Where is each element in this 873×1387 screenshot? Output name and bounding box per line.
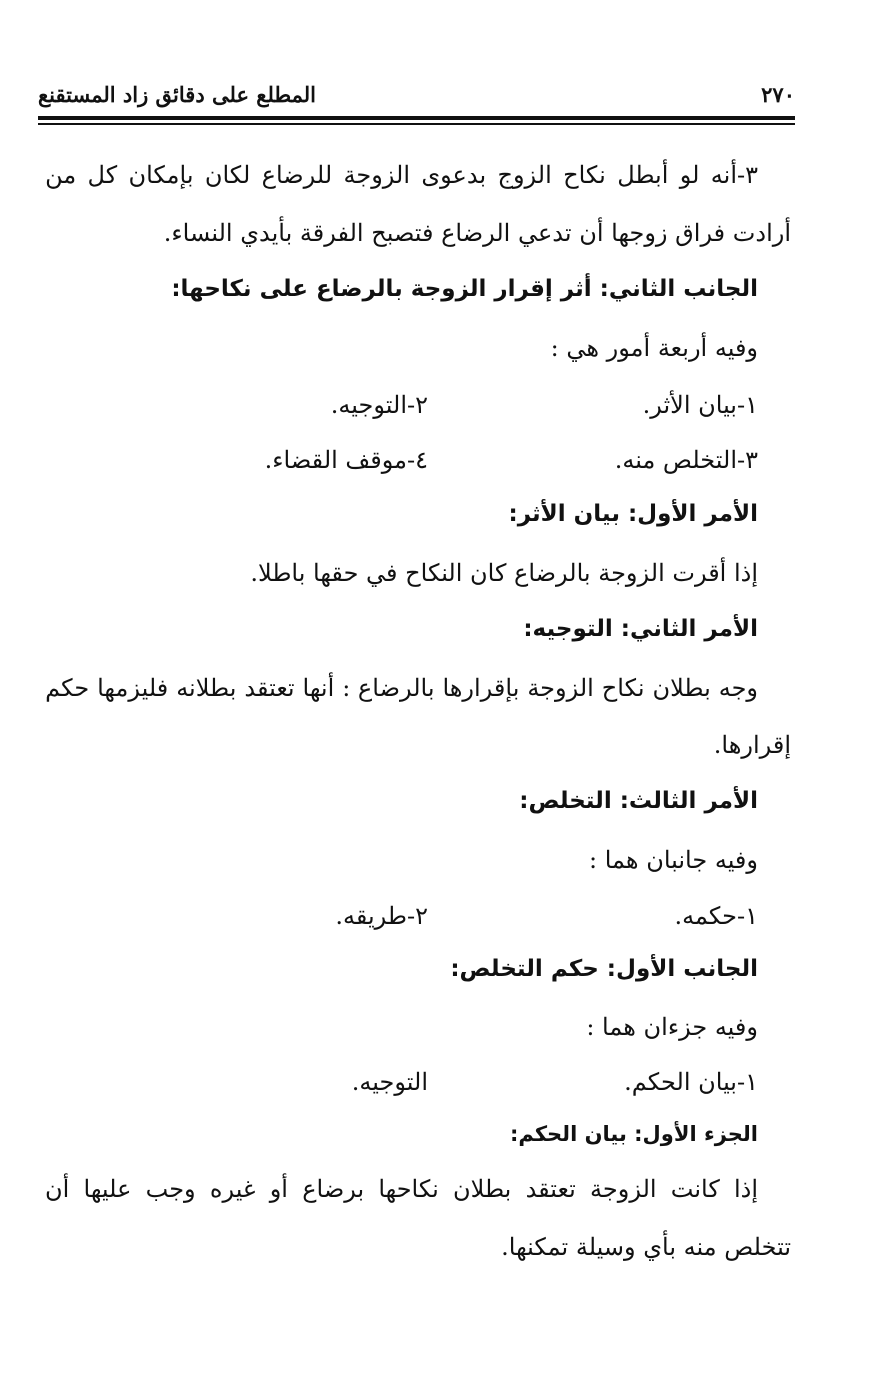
word: للرضاع — [261, 161, 333, 189]
word: إذا — [733, 1175, 758, 1203]
page-number: ٢٧٠ — [761, 82, 795, 107]
paragraph-3-line-1 — [45, 1177, 758, 1201]
intro-four-matters: وفيه أربعة أمور هي : — [550, 334, 758, 362]
word: نكاحها — [378, 1175, 439, 1203]
word: لو — [679, 161, 700, 189]
word: فليزمها — [97, 674, 169, 702]
word: أبطل — [617, 161, 669, 189]
word: بطلان — [453, 1175, 512, 1203]
intro-two-parts: وفيه جزءان هما : — [586, 1013, 758, 1041]
list-item: ٢-طريقه. — [335, 902, 428, 930]
word: كل — [87, 161, 118, 189]
list-item: ١-حكمه. — [674, 902, 758, 930]
header-rule-thick — [38, 116, 795, 120]
heading-matter-3: الأمر الثالث: التخلص: — [519, 788, 758, 814]
word: أن — [45, 1175, 70, 1203]
word: لكان — [204, 161, 251, 189]
paragraph-1-line-2: أرادت فراق زوجها أن تدعي الرضاع فتصبح الفرقة بأيدي النساء. — [163, 219, 791, 247]
page-header — [38, 82, 795, 110]
paragraph-2-line-1 — [45, 676, 758, 700]
header-rule-thin — [38, 123, 795, 125]
word: غيره — [209, 1175, 256, 1203]
list-item: ١-بيان الحكم. — [624, 1068, 758, 1096]
word: وجب — [145, 1175, 196, 1203]
list-item: التوجيه. — [351, 1068, 428, 1096]
word: الزوجة — [527, 674, 594, 702]
word: تعتقد — [244, 674, 295, 702]
word: بطلان — [652, 674, 711, 702]
heading-part-1: الجزء الأول: بيان الحكم: — [509, 1122, 758, 1146]
word: عليها — [83, 1175, 132, 1203]
word: بدعوى — [421, 161, 487, 189]
word: أو — [269, 1175, 288, 1203]
word: الزوجة — [590, 1175, 657, 1203]
list-item: ٣-التخلص منه. — [614, 446, 758, 474]
word: الزوج — [497, 161, 552, 189]
heading-matter-2: الأمر الثاني: التوجيه: — [523, 616, 758, 642]
list-item: ٤-موقف القضاء. — [264, 446, 428, 474]
word: نكاح — [601, 674, 645, 702]
word: ٣-أنه — [710, 161, 758, 189]
word: وجه — [718, 674, 758, 702]
word: نكاح — [563, 161, 606, 189]
word: بطلانه — [176, 674, 237, 702]
paragraph-3-line-2: تتخلص منه بأي وسيلة تمكنها. — [501, 1233, 791, 1261]
word: حكم — [45, 674, 90, 702]
word: أنها — [302, 674, 335, 702]
list-item: ٢-التوجيه. — [330, 391, 428, 419]
heading-aspect-1: الجانب الأول: حكم التخلص: — [450, 956, 758, 982]
matter-1-text: إذا أقرت الزوجة بالرضاع كان النكاح في حقها باطلا. — [250, 559, 758, 587]
word: بالرضاع : — [342, 674, 435, 702]
word: برضاع — [302, 1175, 365, 1203]
word: من — [45, 161, 77, 189]
word: تعتقد — [525, 1175, 576, 1203]
paragraph-2-line-2: إقرارها. — [713, 731, 791, 759]
word: بإمكان — [128, 161, 194, 189]
running-title: المطلع على دقائق زاد المستقنع — [38, 82, 317, 107]
paragraph-1-line-1 — [45, 163, 758, 187]
word: كانت — [670, 1175, 720, 1203]
heading-matter-1: الأمر الأول: بيان الأثر: — [508, 501, 758, 527]
word: الزوجة — [343, 161, 411, 189]
section-heading-2: الجانب الثاني: أثر إقرار الزوجة بالرضاع على نكاحها: — [171, 276, 758, 302]
word: بإقرارها — [442, 674, 520, 702]
intro-two-aspects: وفيه جانبان هما : — [589, 846, 758, 874]
list-item: ١-بيان الأثر. — [642, 391, 758, 419]
